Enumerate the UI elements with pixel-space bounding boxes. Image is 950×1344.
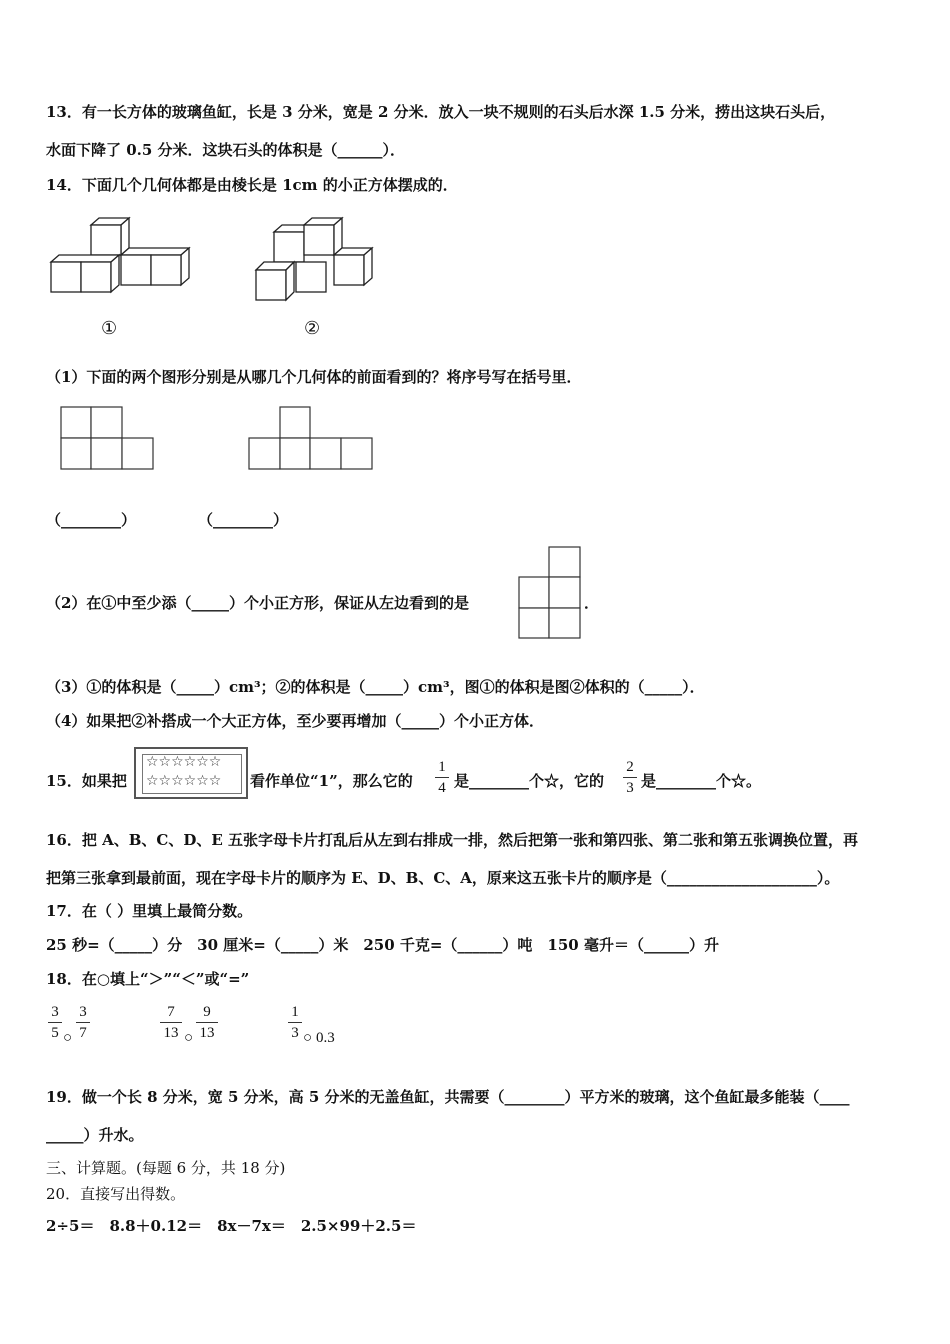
fraction-two-thirds (623, 757, 637, 798)
q19-line1: 19．做一个长 8 分米，宽 5 分米，高 5 分米的无盖鱼缸，共需要（________）平方米的玻璃，这个鱼缸最多能装（____ (46, 1088, 850, 1106)
stars-row-1: ☆☆☆☆☆☆ (146, 754, 222, 770)
fraction-one-quarter (435, 757, 449, 798)
cube-figure-2 (250, 210, 380, 305)
figure-1-label: ① (101, 318, 118, 339)
cmp3-circle[interactable]: ○ (303, 1030, 313, 1046)
q14-part4: （4）如果把②补搭成一个大正方体，至少要再增加（_____）个小正方体． (46, 712, 544, 730)
cmp1-b-den: 7 (79, 1025, 87, 1041)
cmp1-a-den: 5 (51, 1025, 59, 1041)
q14-stem: 14．下面几个几何体都是由棱长是 1cm 的小正方体摆成的． (46, 176, 458, 194)
cmp2-a-den: 13 (163, 1025, 179, 1041)
q13-line1: 13．有一长方体的玻璃鱼缸，长是 3 分米，宽是 2 分米．放入一块不规则的石头后水深 1.5 分米，捞出这块石头后， (46, 103, 836, 121)
q19-line2: _____）升水。 (46, 1126, 144, 1144)
cmp2-b-num: 9 (203, 1004, 211, 1020)
cmp3-left-frac (288, 1002, 302, 1043)
cmp1-a-num: 3 (51, 1004, 59, 1020)
answer-blank-2[interactable]: （________） (198, 511, 289, 529)
cmp2-right-frac (196, 1002, 218, 1043)
q15-mid2: 是________个☆，它的 (454, 772, 605, 790)
cmp2-left-frac (160, 1002, 182, 1043)
q14-part2-text: （2）在①中至少添（_____）个小正方形，保证从左边看到的是 (46, 594, 469, 612)
cmp2-circle[interactable]: ○ (184, 1030, 194, 1046)
answer-blank-1[interactable]: （________） (46, 511, 137, 529)
frac2-den: 3 (626, 780, 634, 796)
q18-stem: 18．在○填上“＞”“＜”或“=” (46, 970, 250, 988)
section-3-heading: 三、计算题。(每题 6 分，共 18 分) (46, 1159, 286, 1177)
frac1-den: 4 (438, 780, 446, 796)
q16-line1: 16．把 A、B、C、D、E 五张字母卡片打乱后从左到右排成一排，然后把第一张和第四张、第二张和第五张调换位置，再 (46, 831, 859, 849)
cmp3-a-den: 3 (291, 1025, 299, 1041)
left-view-grid (518, 546, 582, 640)
cmp3-a-num: 1 (291, 1004, 299, 1020)
front-view-b (248, 406, 374, 470)
q13-line2: 水面下降了 0.5 分米．这块石头的体积是（______）． (46, 141, 406, 159)
q15-before: 15．如果把 (46, 772, 127, 790)
cmp3-right-value: 0.3 (316, 1030, 335, 1046)
q14-part2 (46, 593, 469, 613)
frac2-num: 2 (626, 759, 634, 775)
cmp1-circle[interactable]: ○ (63, 1030, 73, 1046)
cmp1-right-frac (76, 1002, 90, 1043)
q15-end: 是________个☆。 (641, 772, 762, 790)
cmp1-left-frac (48, 1002, 62, 1043)
q15-mid1: 看作单位“1”，那么它的 (250, 772, 413, 790)
q20-items: 2÷5＝ 8.8＋0.12＝ 8x－7x＝ 2.5×99＋2.5＝ (46, 1217, 417, 1235)
q17-stem: 17．在（ ）里填上最简分数。 (46, 902, 253, 920)
figure-2-label: ② (304, 318, 321, 339)
cube-figure-1 (46, 210, 196, 300)
q14-part3: （3）①的体积是（_____）cm³；②的体积是（_____）cm³，图①的体积是图②体积的（_____）． (46, 678, 705, 696)
q16-line2: 把第三张拿到最前面，现在字母卡片的顺序为 E、D、B、C、A，原来这五张卡片的顺序是（____________________）。 (46, 869, 840, 887)
q20-stem: 20．直接写出得数。 (46, 1185, 186, 1203)
stars-row-2: ☆☆☆☆☆☆ (146, 773, 222, 789)
frac1-num: 1 (438, 759, 446, 775)
front-view-a (60, 406, 155, 470)
q14-part2-end: ． (584, 594, 600, 612)
cmp2-a-num: 7 (167, 1004, 175, 1020)
star-box (134, 747, 248, 799)
q14-part1: （1）下面的两个图形分别是从哪几个几何体的前面看到的？将序号写在括号里． (46, 368, 582, 386)
cmp1-b-num: 3 (79, 1004, 87, 1020)
cmp2-b-den: 13 (199, 1025, 215, 1041)
q17-items: 25 秒=（_____）分 30 厘米=（_____）米 250 千克=（______）吨 150 毫升＝（______）升 (46, 936, 719, 954)
